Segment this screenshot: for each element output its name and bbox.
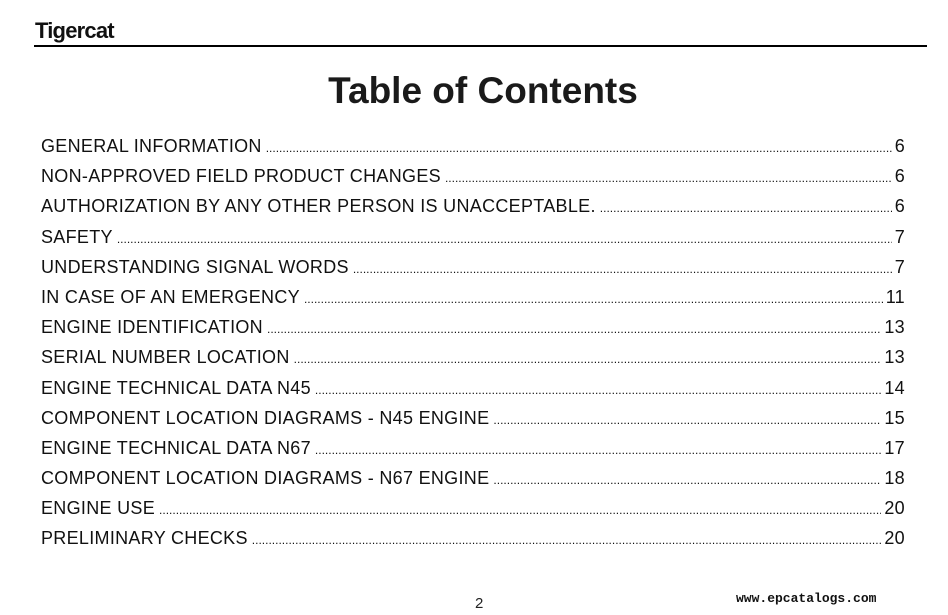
toc-entry-label: PRELIMINARY CHECKS	[41, 528, 248, 549]
toc-entry-page: 6	[894, 196, 905, 217]
toc-entry-page: 13	[884, 317, 905, 338]
toc-entry-page: 11	[885, 286, 905, 307]
toc-entry-page: 6	[894, 136, 905, 156]
toc-entry-label: IN CASE OF AN EMERGENCY	[41, 286, 300, 307]
toc-entry-page: 17	[884, 437, 905, 458]
toc-entry-serial-number[interactable]	[41, 347, 905, 377]
toc-entry-label: COMPONENT LOCATION DIAGRAMS - N67 ENGINE	[41, 468, 490, 489]
dot-leader	[294, 352, 882, 366]
toc-entry-label: UNDERSTANDING SIGNAL WORDS	[41, 256, 349, 277]
toc-entry-preliminary-checks[interactable]	[41, 528, 905, 558]
toc-entry-label: ENGINE IDENTIFICATION	[41, 317, 263, 338]
toc-entry-tech-data-n67[interactable]	[41, 438, 905, 468]
toc-entry-label: ENGINE TECHNICAL DATA N67	[41, 437, 311, 458]
toc-entry-page: 7	[894, 226, 905, 247]
dot-leader	[304, 292, 883, 306]
toc-entry-engine-identification[interactable]	[41, 317, 905, 347]
toc-entry-label: NON-APPROVED FIELD PRODUCT CHANGES	[41, 166, 441, 187]
toc-entry-safety[interactable]	[41, 227, 905, 257]
toc-entry-label: AUTHORIZATION BY ANY OTHER PERSON IS UNACCEPTABLE.	[41, 196, 596, 217]
dot-leader	[493, 413, 881, 427]
toc-entry-label: GENERAL INFORMATION	[41, 136, 262, 156]
toc-entry-non-approved-changes[interactable]	[41, 166, 905, 196]
toc-entry-label: SERIAL NUMBER LOCATION	[41, 347, 290, 368]
toc-entry-label: SAFETY	[41, 226, 113, 247]
toc-entry-page: 20	[884, 498, 905, 519]
toc-entry-page: 20	[884, 528, 905, 549]
dot-leader	[445, 171, 892, 185]
toc-entry-emergency[interactable]	[41, 287, 905, 317]
dot-leader	[117, 232, 892, 246]
toc-entry-engine-use[interactable]	[41, 498, 905, 528]
toc-entry-page: 6	[894, 166, 905, 187]
toc-entry-tech-data-n45[interactable]	[41, 378, 905, 408]
dot-leader	[353, 262, 892, 276]
dot-leader	[493, 473, 881, 487]
table-of-contents	[41, 136, 905, 559]
toc-entry-label: ENGINE TECHNICAL DATA N45	[41, 377, 311, 398]
dot-leader	[315, 383, 881, 397]
page-number: 2	[475, 595, 484, 612]
dot-leader	[266, 141, 892, 155]
page-title: Table of Contents	[328, 70, 638, 111]
dot-leader	[267, 322, 881, 336]
toc-entry-diagrams-n45[interactable]	[41, 408, 905, 438]
toc-entry-page: 13	[884, 347, 905, 368]
dot-leader	[315, 443, 881, 457]
toc-entry-general-information[interactable]	[41, 136, 905, 166]
watermark-url: www.epcatalogs.com	[736, 591, 877, 606]
toc-entry-diagrams-n67[interactable]	[41, 468, 905, 498]
dot-leader	[159, 503, 881, 517]
dot-leader	[600, 201, 892, 215]
toc-entry-page: 15	[884, 407, 905, 428]
toc-entry-page: 7	[894, 256, 905, 277]
page-header	[34, 16, 927, 47]
tigercat-logo: Tigercat	[35, 18, 114, 43]
toc-entry-authorization[interactable]	[41, 196, 905, 226]
toc-entry-label: ENGINE USE	[41, 498, 156, 519]
dot-leader	[252, 533, 882, 547]
toc-entry-signal-words[interactable]	[41, 257, 905, 287]
toc-entry-page: 18	[884, 468, 905, 489]
toc-entry-label: COMPONENT LOCATION DIAGRAMS - N45 ENGINE	[41, 407, 490, 428]
toc-entry-page: 14	[884, 377, 905, 398]
